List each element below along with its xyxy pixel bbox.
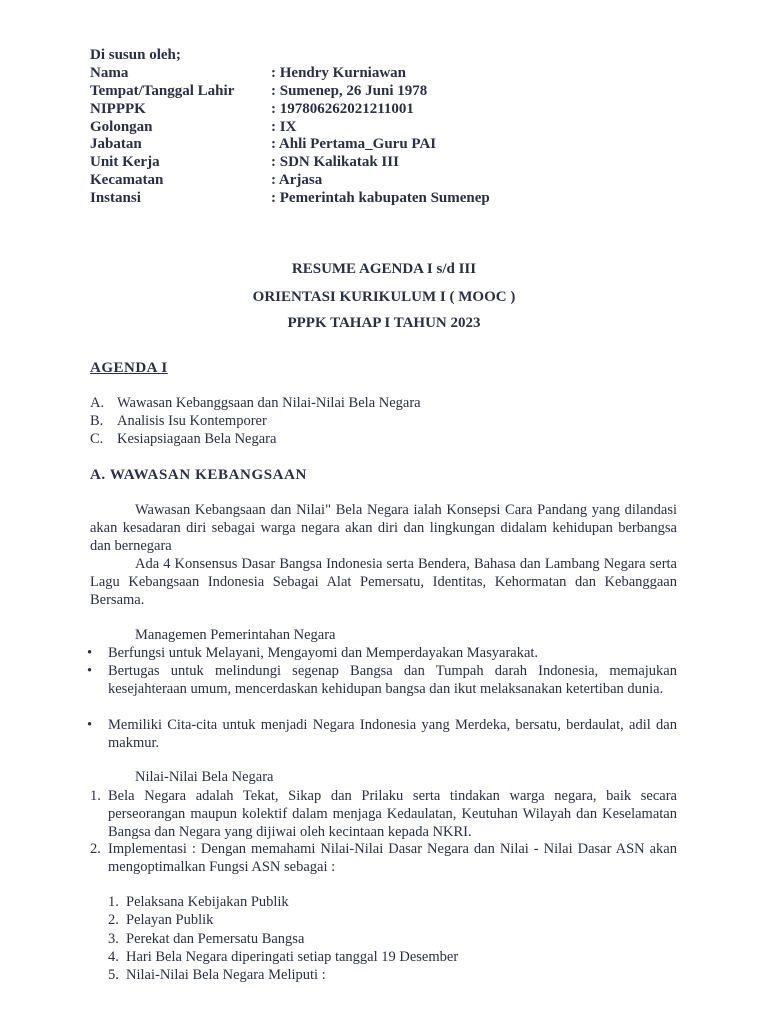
agenda-item-text: Kesiapsiagaan Bela Negara — [117, 431, 277, 447]
bullet-item-text: Bertugas untuk melindungi segenap Bangsa dan Tumpah darah Indonesia, memajukan kesejahteraan umum, mencerdaskan kehidupan bangsa dan ikut melaksanakan ketertiban dunia. — [108, 663, 677, 697]
agenda-item — [90, 430, 677, 448]
field-value-nama: : Hendry Kurniawan — [271, 65, 407, 81]
sub-list-text: Nilai-Nilai Bela Negara Meliputi : — [126, 967, 326, 983]
agenda-item — [90, 394, 677, 412]
field-value-instansi: : Pemerintah kabupaten Sumenep — [271, 190, 490, 206]
sub-list-marker: 5. — [108, 967, 119, 983]
field-label-nipppk: NIPPPK — [90, 101, 146, 117]
field-value-jabatan: : Ahli Pertama_Guru PAI — [271, 136, 437, 152]
field-value-golongan: : IX — [271, 119, 297, 135]
bullet-item-text: Memiliki Cita-cita untuk menjadi Negara Indonesia yang Merdeka, bersatu, berdaulat, adil dan makmur. — [108, 717, 677, 751]
section-a-heading: A. WAWASAN KEBANGSAAN — [90, 467, 307, 483]
agenda-item-marker: A. — [90, 395, 105, 411]
field-label-instansi: Instansi — [90, 190, 141, 206]
bullet-item — [87, 644, 677, 662]
paragraph-wawasan: Wawasan Kebangsaan dan Nilai" Bela Negara ialah Konsepsi Cara Pandang yang dilandasi akan kesadaran diri sebagai warga negara akan diri dan lingkungan didalam kehidupan berbangsa dan bernegara — [90, 502, 677, 554]
agenda-item-text: Wawasan Kebanggsaan dan Nilai-Nilai Bela Negara — [117, 395, 421, 411]
sub-list-text: Pelayan Publik — [126, 912, 214, 928]
managemen-heading: Managemen Pemerintahan Negara — [135, 627, 336, 643]
field-value-kecamatan: : Arjasa — [271, 172, 323, 188]
sub-list-text: Perekat dan Pemersatu Bangsa — [126, 931, 305, 947]
field-label-nama: Nama — [90, 65, 129, 81]
field-label-jabatan: Jabatan — [90, 136, 142, 152]
field-label-ttl: Tempat/Tanggal Lahir — [90, 83, 235, 99]
bullet-icon: • — [87, 663, 93, 679]
sub-list-text: Pelaksana Kebijakan Publik — [126, 894, 289, 910]
numbered-item-text: Implementasi : Dengan memahami Nilai-Nilai Dasar Negara dan Nilai - Nilai Dasar ASN akan mengoptimalkan Fungsi ASN sebagai : — [108, 841, 677, 875]
sub-list-marker: 1. — [108, 894, 119, 910]
sub-list-marker: 3. — [108, 931, 119, 947]
paragraph-konsensus: Ada 4 Konsensus Dasar Bangsa Indonesia serta Bendera, Bahasa dan Lambang Negara serta Lagu Kebangsaan Indonesia Sebagai Alat Pemersatu, Identitas, Kehormatan dan Kebanggaan Bersama. — [90, 556, 677, 608]
sub-list-item — [90, 966, 677, 984]
numbered-item — [90, 787, 677, 841]
sub-list-marker: 2. — [108, 912, 119, 928]
agenda-item — [90, 412, 677, 430]
sub-list-marker: 4. — [108, 949, 119, 965]
sub-list-item — [90, 948, 677, 966]
bullet-item — [87, 662, 677, 698]
numbered-item — [90, 840, 677, 876]
bullet-item — [87, 716, 677, 752]
nilai-heading: Nilai-Nilai Bela Negara — [135, 769, 274, 785]
title-line-2: ORIENTASI KURIKULUM I ( MOOC ) — [252, 289, 516, 305]
bullet-item-text: Berfungsi untuk Melayani, Mengayomi dan Memperdayakan Masyarakat. — [108, 645, 539, 661]
sub-list-text: Hari Bela Negara diperingati setiap tanggal 19 Desember — [126, 949, 459, 965]
numbered-item-marker: 2. — [90, 841, 101, 857]
sub-list-item — [90, 911, 677, 929]
agenda-item-marker: B. — [90, 413, 104, 429]
numbered-item-text: Bela Negara adalah Tekat, Sikap dan Prilaku serta tindakan warga negara, baik secara perseorangan maupun kolektif dalam menjaga Kedaulatan, Keutuhan Wilayah dan Keselamatan Bangsa dan Negara yang dijiwai oleh kecintaan kepada NKRI. — [108, 788, 677, 840]
title-line-1: RESUME AGENDA I s/d III — [291, 261, 477, 277]
bullet-icon: • — [87, 645, 93, 661]
field-value-unit-kerja: : SDN Kalikatak III — [271, 154, 399, 170]
field-label-kecamatan: Kecamatan — [90, 172, 164, 188]
field-label-golongan: Golongan — [90, 119, 153, 135]
sub-list-item — [90, 930, 677, 948]
agenda-item-marker: C. — [90, 431, 104, 447]
sub-list-item — [90, 893, 677, 911]
title-line-3: PPPK TAHAP I TAHUN 2023 — [287, 315, 481, 331]
agenda-item-text: Analisis Isu Kontemporer — [117, 413, 267, 429]
numbered-item-marker: 1. — [90, 788, 101, 804]
field-value-ttl: : Sumenep, 26 Juni 1978 — [271, 83, 428, 99]
field-label-unit-kerja: Unit Kerja — [90, 154, 160, 170]
agenda-heading: AGENDA I — [90, 360, 168, 376]
field-value-nipppk: : 197806262021211001 — [271, 101, 414, 117]
intro-line: Di susun oleh; — [90, 47, 181, 63]
bullet-icon: • — [87, 717, 93, 733]
